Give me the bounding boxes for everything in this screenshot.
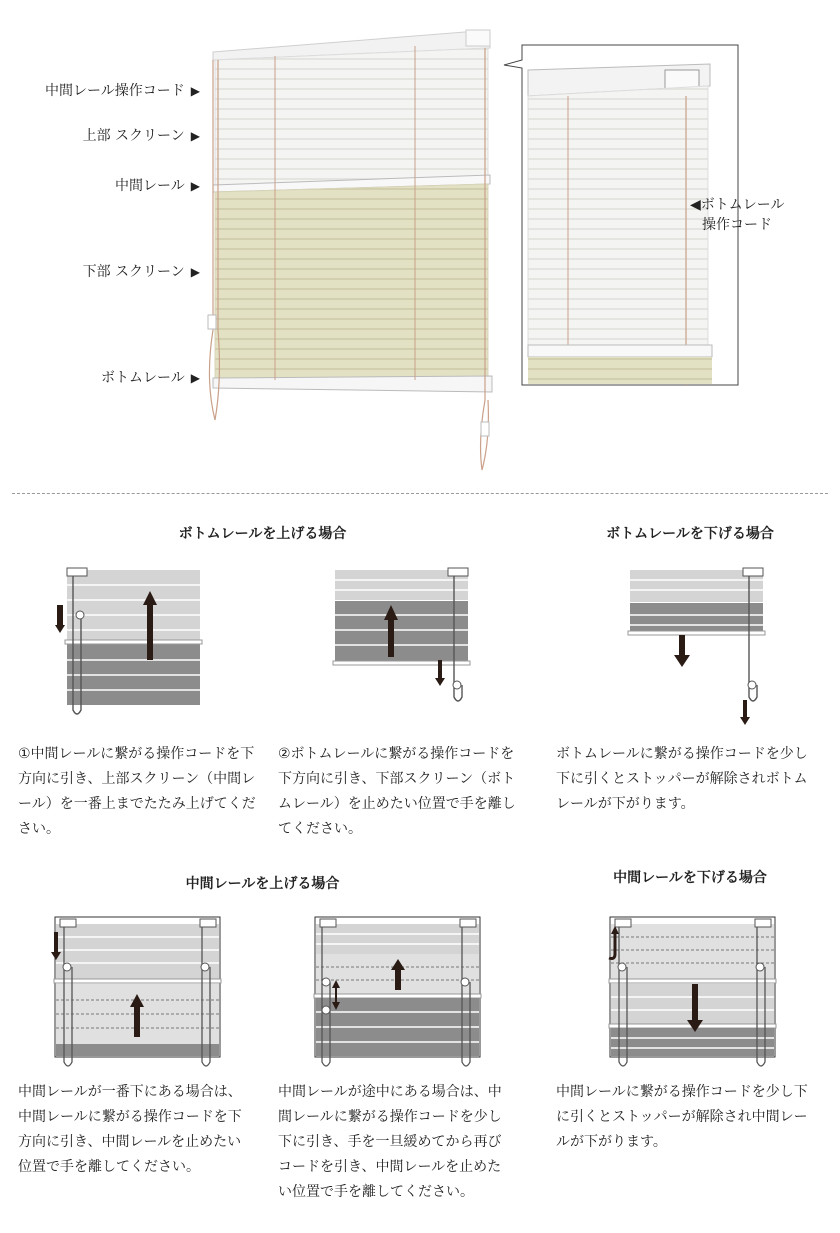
diagram-raise-middle-step2 (310, 912, 485, 1062)
triangle-right-icon: ▶ (190, 129, 200, 143)
label-middle-rail: 中間レール ▶ (115, 178, 200, 194)
bottom-rail (213, 376, 492, 392)
diagram-raise-middle-step1 (50, 912, 225, 1062)
product-illustration (0, 0, 840, 480)
title-raise-bottom: ボトムレールを上げる場合 (178, 526, 347, 542)
section-divider (12, 493, 828, 494)
triangle-right-icon: ▶ (190, 179, 200, 193)
desc-raise-bottom-step1: ①中間レールに繋がる操作コードを下方向に引き、上部スクリーン（中間レール）を一番上までたたみ上げてください。 (18, 746, 256, 837)
title-raise-middle: 中間レールを上げる場合 (185, 876, 340, 892)
triangle-right-icon: ▶ (190, 84, 200, 98)
desc-lower-middle: 中間レールに繋がる操作コードを少し下に引くとストッパーが解除され中間レールが下がります。 (556, 1084, 808, 1150)
label-bottom-rail: ボトムレール ▶ (101, 370, 200, 386)
diagram-lower-middle (605, 912, 780, 1062)
desc-raise-middle-step2: 中間レールが途中にある場合は、中間レールに繋がる操作コードを少し下に引き、手を一旦緩めてから再びコードを引き、中間レールを止めたい位置で手を離してください。 (278, 1084, 502, 1200)
triangle-right-icon: ▶ (190, 265, 200, 279)
desc-lower-bottom: ボトムレールに繋がる操作コードを少し下に引くとストッパーが解除されボトムレールが下がります。 (556, 746, 808, 812)
label-middle-rail-cord: 中間レール操作コード ▶ (45, 83, 200, 99)
inset-label: ◀ボトムレール 操作コード (690, 197, 785, 233)
desc-raise-bottom-step2: ②ボトムレールに繋がる操作コードを下方向に引き、下部スクリーン（ボトムレール）を止めたい位置で手を離してください。 (278, 746, 516, 837)
diagram-lower-bottom (625, 565, 785, 735)
triangle-right-icon: ▶ (190, 371, 200, 385)
diagram-raise-bottom-step2 (330, 565, 490, 725)
triangle-left-icon: ◀ (690, 197, 701, 213)
label-upper-screen: 上部 スクリーン ▶ (82, 128, 200, 144)
upper-screen (215, 48, 488, 188)
label-lower-screen: 下部 スクリーン ▶ (82, 264, 200, 280)
diagram-raise-bottom-step1 (55, 565, 215, 725)
desc-raise-middle-step1: 中間レールが一番下にある場合は、中間レールに繋がる操作コードを下方向に引き、中間レールを止めたい位置で手を離してください。 (18, 1084, 242, 1175)
title-lower-bottom: ボトムレールを下げる場合 (606, 526, 774, 542)
lower-screen (215, 184, 488, 382)
title-lower-middle: 中間レールを下げる場合 (613, 870, 767, 886)
